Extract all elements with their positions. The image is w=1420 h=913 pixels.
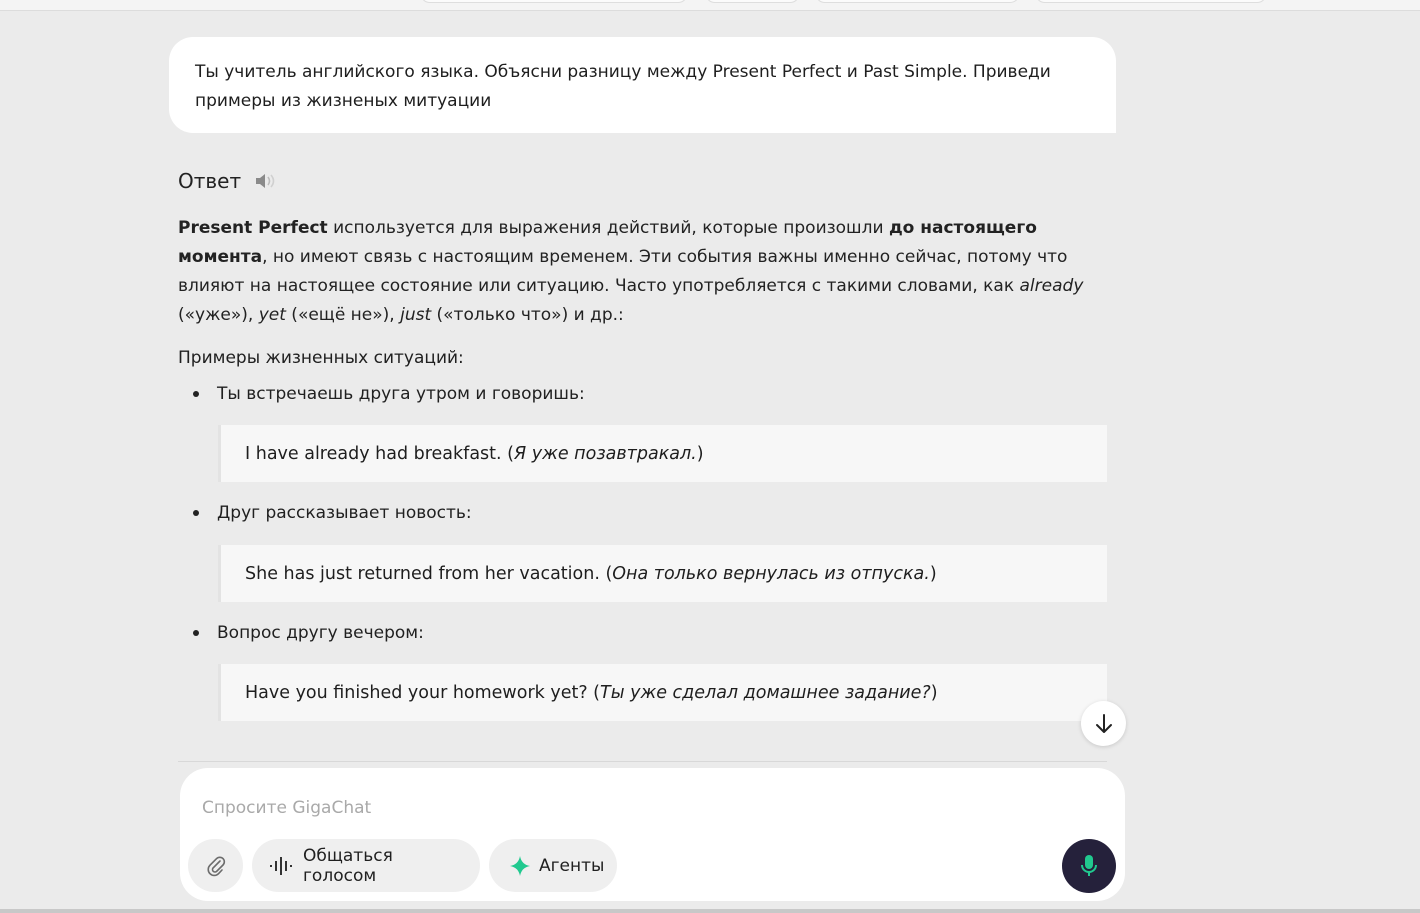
agents-label: Агенты bbox=[539, 855, 605, 876]
para-text: («уже»), bbox=[178, 305, 259, 325]
user-message-bubble bbox=[169, 37, 1116, 133]
paperclip-icon bbox=[206, 855, 226, 877]
para-italic: yet bbox=[258, 305, 286, 325]
bottom-border bbox=[0, 909, 1420, 913]
para-bold: до настоящего момента bbox=[178, 218, 1037, 267]
agents-button[interactable] bbox=[489, 839, 617, 892]
bullet-dot bbox=[193, 391, 199, 397]
scroll-down-button[interactable] bbox=[1081, 701, 1126, 746]
quote-text: ) bbox=[696, 443, 704, 464]
para-text: («ещё не»), bbox=[285, 305, 401, 325]
attach-button[interactable] bbox=[188, 839, 243, 892]
quote-translation: Я уже позавтракал. bbox=[514, 443, 697, 464]
answer-title: Ответ bbox=[178, 169, 242, 193]
quote-text: ) bbox=[929, 563, 937, 584]
composer bbox=[180, 768, 1125, 901]
list-item bbox=[193, 619, 424, 647]
list-item-text: Друг рассказывает новость: bbox=[217, 503, 472, 523]
quote-translation: Она только вернулась из отпуска. bbox=[612, 563, 930, 584]
quote-translation: Ты уже сделал домашнее задание? bbox=[600, 682, 931, 703]
list-item bbox=[193, 380, 585, 408]
speaker-icon[interactable] bbox=[253, 170, 277, 192]
waveform-icon bbox=[269, 855, 295, 877]
voice-chat-label: Общаться голосом bbox=[303, 845, 393, 886]
top-tab[interactable] bbox=[1035, 0, 1267, 3]
bullet-dot bbox=[193, 630, 199, 636]
examples-title: Примеры жизненных ситуаций: bbox=[178, 348, 464, 368]
example-quote bbox=[218, 425, 1107, 482]
list-item bbox=[193, 499, 472, 527]
para-text: , но имеют связь с настоящим временем. Эти события важны именно сейчас, потому что влияют на настоящее состояние или ситуацию. Часто употребляется с такими словами, как bbox=[178, 247, 1068, 296]
top-tab[interactable] bbox=[705, 0, 800, 3]
quote-text: She has just returned from her vacation. ( bbox=[245, 563, 613, 584]
para-text: («только что») и др.: bbox=[431, 305, 624, 325]
para-italic: already bbox=[1019, 276, 1084, 296]
para-text: используется для выражения действий, которые произошли bbox=[327, 218, 889, 238]
example-quote bbox=[218, 664, 1107, 721]
arrow-down-icon bbox=[1094, 713, 1114, 735]
divider bbox=[178, 761, 1107, 762]
answer-header bbox=[178, 166, 277, 196]
top-tab[interactable] bbox=[420, 0, 688, 3]
example-quote bbox=[218, 545, 1107, 602]
quote-text: Have you finished your homework yet? ( bbox=[245, 682, 601, 703]
user-message-text: Ты учитель английского языка. Объясни разницу между Present Perfect и Past Simple. Приведи примеры из жизненых митуации bbox=[195, 62, 1051, 111]
voice-chat-button[interactable] bbox=[252, 839, 480, 892]
bullet-dot bbox=[193, 510, 199, 516]
quote-text: I have already had breakfast. ( bbox=[245, 443, 514, 464]
answer-paragraph bbox=[178, 214, 1113, 330]
message-input[interactable] bbox=[202, 798, 1002, 818]
top-tab-strip bbox=[0, 0, 1420, 11]
sparkle-icon bbox=[509, 855, 531, 877]
microphone-button[interactable] bbox=[1062, 839, 1116, 893]
para-italic: just bbox=[400, 305, 432, 325]
list-item-text: Вопрос другу вечером: bbox=[217, 623, 424, 643]
term-present-perfect: Present Perfect bbox=[178, 218, 328, 238]
list-item-text: Ты встречаешь друга утром и говоришь: bbox=[217, 384, 585, 404]
microphone-icon bbox=[1079, 853, 1099, 879]
quote-text: ) bbox=[930, 682, 938, 703]
top-tab[interactable] bbox=[815, 0, 1020, 3]
